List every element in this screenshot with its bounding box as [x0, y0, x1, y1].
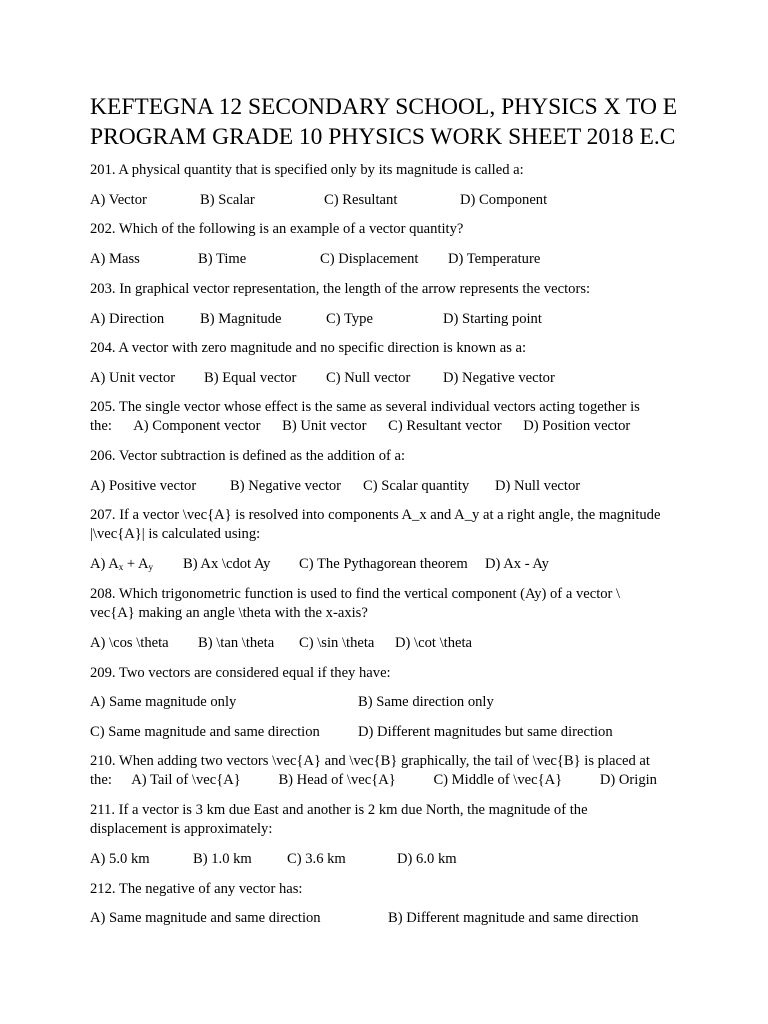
option-d: D) Different magnitudes but same direction: [358, 724, 613, 740]
worksheet-page: [90, 92, 690, 162]
option-a: A) Direction: [90, 311, 165, 327]
option-a: A) Vector: [90, 192, 147, 208]
question-text: [90, 752, 675, 790]
options-row: [90, 555, 690, 574]
option-d: D) Starting point: [443, 311, 542, 327]
options-row: [90, 634, 690, 653]
option-d: D) Ax - Ay: [485, 556, 549, 572]
question-text: 212. The negative of any vector has:: [90, 881, 303, 897]
option-b: B) Time: [198, 251, 247, 267]
option-d: D) Component: [460, 192, 548, 208]
question-text-body: 210. When adding two vectors \vec{A} and \vec{B} graphically, the tail of \vec{B} is placed at the:: [90, 753, 650, 788]
option-c: C) The Pythagorean theorem: [299, 556, 468, 572]
option-b: B) \tan \theta: [198, 635, 275, 651]
option-a: A) \cos \theta: [90, 635, 169, 651]
option-d: D) 6.0 km: [397, 851, 457, 867]
question-text: 208. Which trigonometric function is used to find the vertical component (Ay) of a vector \ vec{A} making an angle \theta with the x-axis?: [90, 586, 621, 621]
question-text: 202. Which of the following is an example of a vector quantity?: [90, 221, 464, 237]
question-text: 211. If a vector is 3 km due East and another is 2 km due North, the magnitude of the displacement is approximately:: [90, 802, 588, 837]
option-c: C) 3.6 km: [287, 851, 346, 867]
options-row: [90, 191, 690, 210]
option-b: B) Magnitude: [200, 311, 282, 327]
option-c: C) Resultant: [324, 192, 398, 208]
option-b: B) Different magnitude and same direction: [388, 910, 639, 926]
option-d: D) Origin: [599, 772, 657, 788]
options-row-2: [90, 723, 690, 742]
options-row: [90, 477, 690, 496]
question-text: 201. A physical quantity that is specified only by its magnitude is called a:: [90, 162, 524, 178]
options-row: [90, 310, 690, 329]
option-b: B) Negative vector: [230, 478, 342, 494]
question-text: 203. In graphical vector representation, the length of the arrow represents the vectors:: [90, 281, 591, 297]
options-row: [90, 850, 690, 869]
option-b: B) Ax \cdot Ay: [183, 556, 271, 572]
option-c: C) Middle of \vec{A}: [433, 772, 563, 788]
option-a: A) Component vector: [133, 418, 261, 434]
option-c: C) Scalar quantity: [363, 478, 470, 494]
option-c: C) \sin \theta: [299, 635, 375, 651]
option-b: B) Same direction only: [358, 694, 494, 710]
option-d: D) Position vector: [523, 418, 631, 434]
option-a: A) Same magnitude only: [90, 694, 237, 710]
option-a: A) 5.0 km: [90, 851, 150, 867]
option-c: C) Null vector: [326, 370, 411, 386]
options-row: [90, 369, 690, 388]
question-text: 204. A vector with zero magnitude and no specific direction is known as a:: [90, 340, 527, 356]
option-b: B) Equal vector: [204, 370, 297, 386]
option-a: A) Unit vector: [90, 370, 176, 386]
option-d: D) Null vector: [495, 478, 581, 494]
option-b: B) Unit vector: [282, 418, 367, 434]
option-c: C) Displacement: [320, 251, 419, 267]
option-b: B) 1.0 km: [193, 851, 252, 867]
option-c: C) Type: [326, 311, 373, 327]
options-row: [90, 693, 690, 712]
option-a: A) Positive vector: [90, 478, 197, 494]
option-d: D) Negative vector: [443, 370, 555, 386]
option-d: D) Temperature: [448, 251, 541, 267]
option-a: A) Same magnitude and same direction: [90, 910, 321, 926]
question-text: 207. If a vector \vec{A} is resolved into components A_x and A_y at a right angle, the magnitude |\vec{A}| is calculated using:: [90, 507, 661, 542]
page-title: KEFTEGNA 12 SECONDARY SCHOOL, PHYSICS X TO E PROGRAM GRADE 10 PHYSICS WORK SHEET 2018 E.C: [90, 94, 678, 150]
options-row: [90, 250, 690, 269]
question-text: 209. Two vectors are considered equal if they have:: [90, 665, 391, 681]
option-a: A) Mass: [90, 251, 140, 267]
option-d: D) \cot \theta: [395, 635, 472, 651]
option-a: A) Tail of \vec{A}: [131, 772, 241, 788]
question-text: 206. Vector subtraction is defined as the addition of a:: [90, 448, 406, 464]
question-text-body: 205. The single vector whose effect is the same as several individual vectors acting together is the:: [90, 399, 640, 434]
option-c: C) Resultant vector: [388, 418, 502, 434]
option-b: B) Scalar: [200, 192, 255, 208]
options-row: [90, 909, 690, 928]
option-a: A) $A_x + A_y$: [90, 556, 154, 572]
option-c: C) Same magnitude and same direction: [90, 724, 320, 740]
question-text: [90, 398, 665, 436]
option-b: B) Head of \vec{A}: [278, 772, 396, 788]
